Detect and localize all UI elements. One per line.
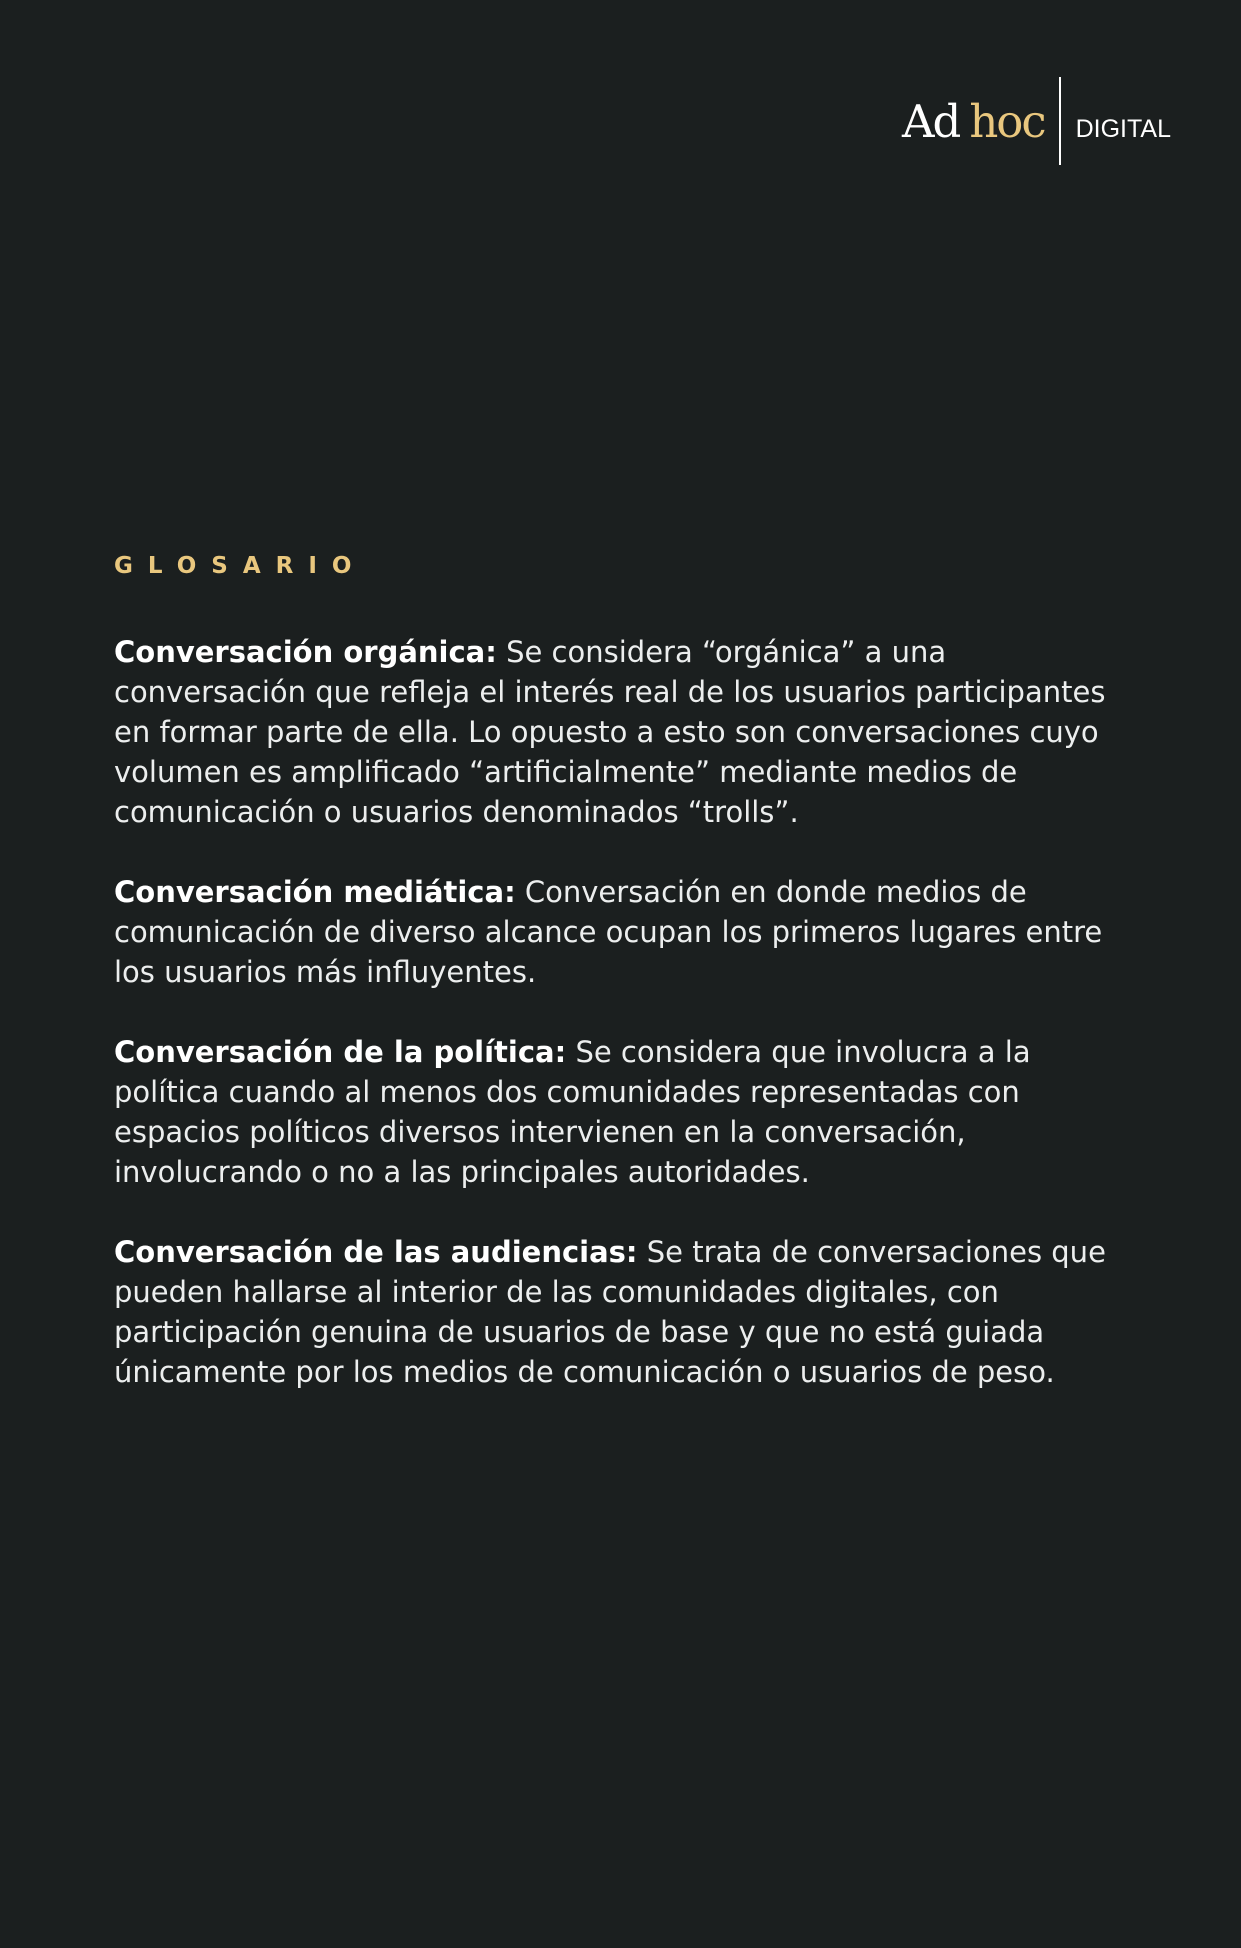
glossary-term: Conversación de las audiencias: [114,1235,638,1269]
glossary-term: Conversación orgánica: [114,635,497,669]
glossary-definition: Conversación en donde medios de comunicación de diverso alcance ocupan los primeros lugares entre los usuarios más influyentes. [114,875,1103,989]
glossary-definition: Se considera que involucra a la política cuando al menos dos comunidades representadas con espacios políticos diversos intervienen en la conversación, involucrando o no a las principales autoridades. [114,1035,1031,1189]
glossary-title: GLOSARIO [114,553,367,579]
glossary-definition: Se considera “orgánica” a una conversación que refleja el interés real de los usuarios participantes en formar parte de ella. Lo opuesto a esto son conversaciones cuyo volumen es amplificado “artificialmente” mediante medios de comunicación o usuarios denominados “trolls”. [114,635,1106,829]
glossary-term: Conversación de la política: [114,1035,567,1069]
logo-digital-text: DIGITAL [1075,114,1171,143]
glossary-entry-mediatica [114,872,1124,992]
glossary-entry-organica [114,632,1124,832]
glossary-entry-audiencias [114,1232,1124,1392]
brand-logo [902,76,1171,166]
logo-hoc-text: hoc [969,94,1045,148]
glossary-list [114,632,1124,1432]
logo-divider [1059,77,1061,165]
glossary-term: Conversación mediática: [114,875,516,909]
glossary-entry-politica [114,1032,1124,1192]
logo-ad-text: Ad [902,94,960,148]
glossary-definition: Se trata de conversaciones que pueden hallarse al interior de las comunidades digitales, con participación genuina de usuarios de base y que no está guiada únicamente por los medios de comunicación o usuarios de peso. [114,1235,1106,1389]
